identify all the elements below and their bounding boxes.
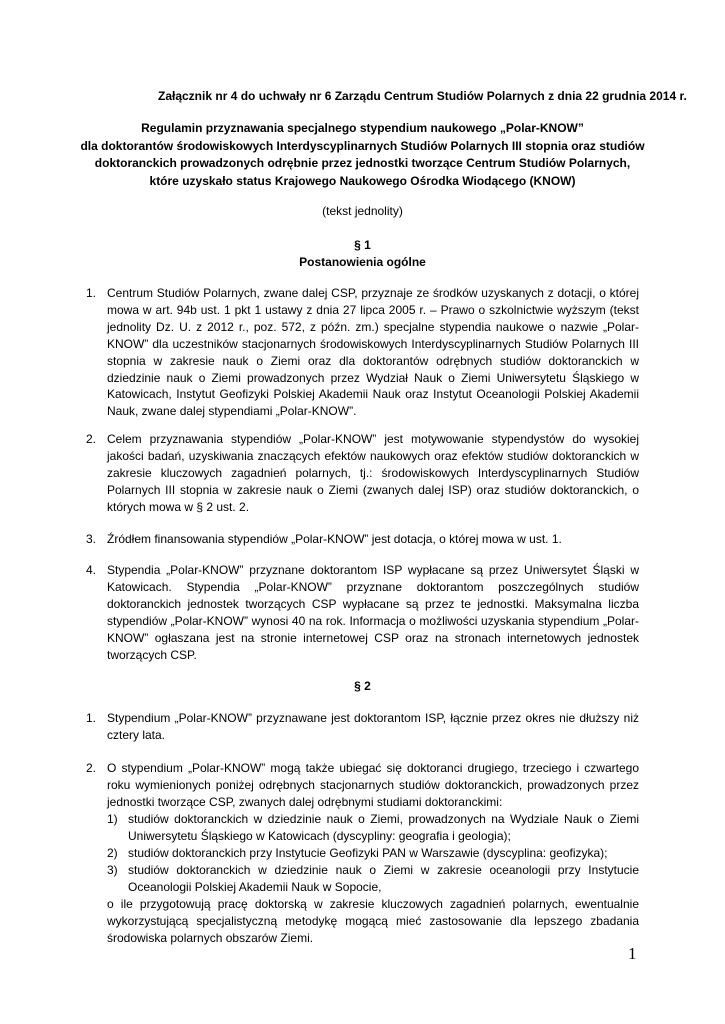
title-line: doktoranckich prowadzonych odrębnie przez jednostki tworzące Centrum Studiów Polarnych, (94, 156, 631, 171)
list-item (86, 710, 639, 744)
sub-list-item (107, 845, 639, 862)
item-text: Źródłem finansowania stypendiów „Polar-KNOW” jest dotacja, o której mowa w ust. 1. (107, 532, 562, 546)
page-number: 1 (628, 944, 637, 963)
closing-paragraph: o ile przygotowują pracę doktorską w zakresie kluczowych zagadnień polarnych, ewentualnie wykorzystującą specjalistyczną metodykę mogącą mieć zastosowanie dla lepszego zbadania środowiska polarnych obszarów Ziemi. (107, 897, 639, 945)
subitem-text: studiów doktoranckich w dziedzinie nauk o Ziemi w zakresie oceanologii przy Instytucie Oceanologii Polskiej Akademii Nauk w Sopocie, (128, 863, 639, 894)
item-text: Centrum Studiów Polarnych, zwane dalej CSP, przyznaje ze środków uzyskanych z dotacji, o której mowa w art. 94b ust. 1 pkt 1 ustawy z dnia 27 lipca 2005 r. – Prawo o szkolnictwie wyższym (tekst jednolity Dz. U. z 2012 r., poz. 572, z późn. zm.) specjalne stypendia naukowe o nazwie „Polar-KNOW” dla uczestników stacjonarnych środowiskowych Interdyscyplinarnych Studiów Polarnych III stopnia w zakresie nauk o Ziemi oraz dla doktorantów odrębnych studiów doktoranckich w dziedzinie nauk o Ziemi prowadzonych przez Wydział Nauk o Ziemi Uniwersytetu Śląskiego w Katowicach, Instytut Geofizyki Polskiej Akademii Nauk oraz Instytut Oceanologii Polskiej Akademii Nauk, zwane dalej stypendiami „Polar-KNOW”. (107, 286, 639, 419)
item-number: 4. (86, 563, 97, 577)
sub-list-item (107, 862, 639, 896)
section-1-heading: Postanowienia ogólne (299, 255, 426, 269)
title-line: Regulamin przyznawania specjalnego stypendium naukowego „Polar-KNOW” (141, 121, 584, 135)
subitem-text: studiów doktoranckich w dziedzinie nauk o Ziemi, prowadzonych na Wydziale Nauk o Ziemi Uniwersytetu Śląskiego w Katowicach (dyscypliny: geografia i geologia); (128, 812, 639, 843)
list-item (86, 285, 639, 420)
list-item (86, 431, 639, 516)
item-text: Celem przyznawania stypendiów „Polar-KNOW” jest motywowanie stypendystów do wysokiej jakości badań, uzyskiwania znaczących efektów naukowych oraz efektów studiów doktoranckich w zakresie kluczowych zagadnień polarnych, tj.: środowiskowych Interdyscyplinarnych Studiów Polarnych III stopnia w zakresie nauk o Ziemi (zwanych dalej ISP) oraz studiów doktoranckich, o których mowa w § 2 ust. 2. (107, 432, 639, 514)
item-number: 2. (86, 761, 97, 775)
title-line: dla doktorantów środowiskowych Interdyscyplinarnych Studiów Polarnych III stopnia oraz studiów (80, 138, 645, 153)
section-2-symbol: § 2 (354, 679, 371, 693)
subitem-number: 2) (107, 846, 118, 860)
title-line: które uzyskało status Krajowego Naukowego Ośrodka Wiodącego (KNOW) (149, 173, 576, 188)
item-text: Stypendia „Polar-KNOW” przyznane doktorantom ISP wypłacane są przez Uniwersytet Śląski w Katowicach. Stypendia „Polar-KNOW” przyznane doktorantom poszczególnych studiów doktoranckich jednostek tworzących CSP wypłacane są przez te jednostki. Maksymalna liczba stypendiów „Polar-KNOW” wynosi 40 na rok. Informacja o możliwości uzyskania stypendium „Polar-KNOW” ogłaszana jest na stronie internetowej CSP oraz na stronach internetowych jednostek tworzących CSP. (107, 563, 639, 662)
document-title (60, 120, 665, 190)
list-item (86, 562, 639, 663)
annex-header: Załącznik nr 4 do uchwały nr 6 Zarządu Centrum Studiów Polarnych z dnia 22 grudnia 2014 r. (158, 89, 687, 103)
item-number: 1. (86, 711, 97, 725)
item-number: 1. (86, 286, 97, 300)
list-item (86, 760, 639, 811)
section-1-symbol: § 1 (354, 238, 371, 252)
item-text: O stypendium „Polar-KNOW” mogą także ubiegać się doktoranci drugiego, trzeciego i czwartego roku wymienionych poniżej odrębnych stacjonarnych studiów doktoranckich, prowadzonych przez jednostki tworzące CSP, zwanych dalej odrębnymi studiami doktoranckimi: (107, 761, 639, 809)
item-number: 3. (86, 532, 97, 546)
subitem-text: studiów doktoranckich przy Instytucie Geofizyki PAN w Warszawie (dyscyplina: geofizyka); (128, 846, 608, 860)
item-text: Stypendium „Polar-KNOW” przyznawane jest doktorantom ISP, łącznie przez okres nie dłuższy niż cztery lata. (107, 711, 639, 742)
sub-list-item (107, 811, 639, 845)
subitem-number: 3) (107, 863, 118, 877)
item-number: 2. (86, 432, 97, 446)
list-item (86, 531, 639, 548)
consolidated-text-note: (tekst jednolity) (322, 204, 403, 218)
subitem-number: 1) (107, 812, 118, 826)
